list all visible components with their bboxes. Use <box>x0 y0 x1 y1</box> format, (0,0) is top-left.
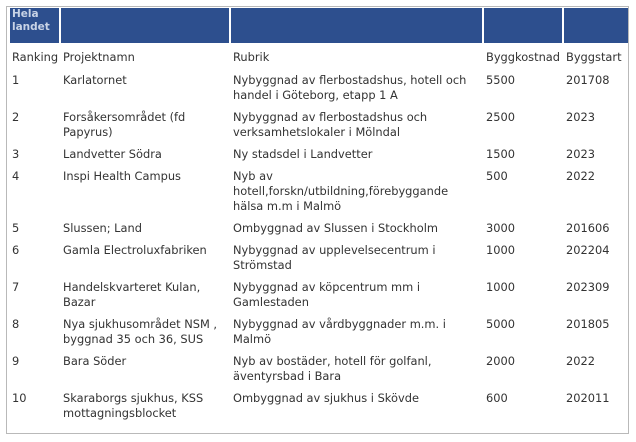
cell-cost: 1500 <box>486 147 515 161</box>
cell-start: 201708 <box>566 73 610 87</box>
cell-rubrik: Ombyggnad av sjukhus i Skövde <box>233 391 419 405</box>
table-row <box>10 241 628 278</box>
cell-cost: 1000 <box>486 243 515 257</box>
cell-rubrik: Nybyggnad av köpcentrum mm i Gamlestaden <box>233 280 421 309</box>
cell-project: Karlatornet <box>63 73 127 87</box>
cell-ranking: 4 <box>12 169 20 183</box>
cell-rubrik: Nybyggnad av flerbostadshus och verksamhetslokaler i Mölndal <box>233 110 428 139</box>
cell-start: 201606 <box>566 221 610 235</box>
cell-rubrik: Ny stadsdel i Landvetter <box>233 147 373 161</box>
cell-start: 202204 <box>566 243 610 257</box>
band-cell <box>564 8 628 46</box>
cell-ranking: 5 <box>12 221 20 235</box>
table-band-header <box>10 8 628 46</box>
cell-project: Gamla Electroluxfabriken <box>63 243 207 257</box>
cell-start: 2022 <box>566 169 595 183</box>
cell-project: Slussen; Land <box>63 221 142 235</box>
cell-cost: 2500 <box>486 110 515 124</box>
cell-cost: 3000 <box>486 221 515 235</box>
cell-ranking: 8 <box>12 317 20 331</box>
band-cell <box>61 8 229 46</box>
cell-rubrik: Nybyggnad av flerbostadshus, hotell och handel i Göteborg, etapp 1 A <box>233 73 467 102</box>
cell-cost: 2000 <box>486 354 515 368</box>
cell-ranking: 6 <box>12 243 20 257</box>
cell-rubrik: Nyb av bostäder, hotell för golfanl, äventyrsbad i Bara <box>233 354 432 383</box>
cell-project: Nya sjukhusområdet NSM , byggnad 35 och 36, SUS <box>63 317 218 346</box>
cell-start: 2023 <box>566 110 595 124</box>
column-header-rubrik: Rubrik <box>233 50 270 64</box>
table-row <box>10 145 628 167</box>
band-cell <box>484 8 562 46</box>
cell-rubrik: Nyb av hotell,forskn/utbildning,förebyggande hälsa m.m i Malmö <box>233 169 449 213</box>
cell-cost: 5500 <box>486 73 515 87</box>
cell-cost: 600 <box>486 391 508 405</box>
cell-rubrik: Nybyggnad av upplevelsecentrum i Strömstad <box>233 243 436 272</box>
cell-start: 202309 <box>566 280 610 294</box>
cell-project: Landvetter Södra <box>63 147 162 161</box>
table-row <box>10 108 628 145</box>
cell-project: Handelskvarteret Kulan, Bazar <box>63 280 201 309</box>
table-row <box>10 352 628 389</box>
cell-ranking: 2 <box>12 110 20 124</box>
cell-project: Inspi Health Campus <box>63 169 181 183</box>
table-row <box>10 167 628 219</box>
cell-cost: 1000 <box>486 280 515 294</box>
table-row <box>10 71 628 108</box>
cell-start: 201805 <box>566 317 610 331</box>
cell-project: Skaraborgs sjukhus, KSS mottagningsblocket <box>63 391 204 420</box>
band-cell <box>231 8 482 46</box>
cell-rubrik: Ombyggnad av Slussen i Stockholm <box>233 221 438 235</box>
table-row <box>10 389 628 426</box>
cell-ranking: 3 <box>12 147 20 161</box>
cell-cost: 5000 <box>486 317 515 331</box>
column-header-ranking: Ranking <box>12 50 59 64</box>
column-header-start: Byggstart <box>566 50 622 64</box>
table-row <box>10 278 628 315</box>
column-header-project: Projektnamn <box>63 50 135 64</box>
cell-ranking: 1 <box>12 73 20 87</box>
column-header-row <box>10 46 628 71</box>
cell-project: Forsåkersområdet (fd Papyrus) <box>63 110 186 139</box>
cell-start: 2022 <box>566 354 595 368</box>
cell-cost: 500 <box>486 169 508 183</box>
cell-start: 2023 <box>566 147 595 161</box>
table-row <box>10 315 628 352</box>
cell-ranking: 10 <box>12 391 27 405</box>
cell-project: Bara Söder <box>63 354 127 368</box>
cell-ranking: 7 <box>12 280 20 294</box>
cell-rubrik: Nybyggnad av vårdbyggnader m.m. i Malmö <box>233 317 446 346</box>
cell-ranking: 9 <box>12 354 20 368</box>
table-row <box>10 219 628 241</box>
projects-table <box>8 8 630 426</box>
band-title: Hela landet <box>10 8 59 46</box>
cell-start: 202011 <box>566 391 610 405</box>
column-header-cost: Byggkostnad <box>486 50 561 64</box>
